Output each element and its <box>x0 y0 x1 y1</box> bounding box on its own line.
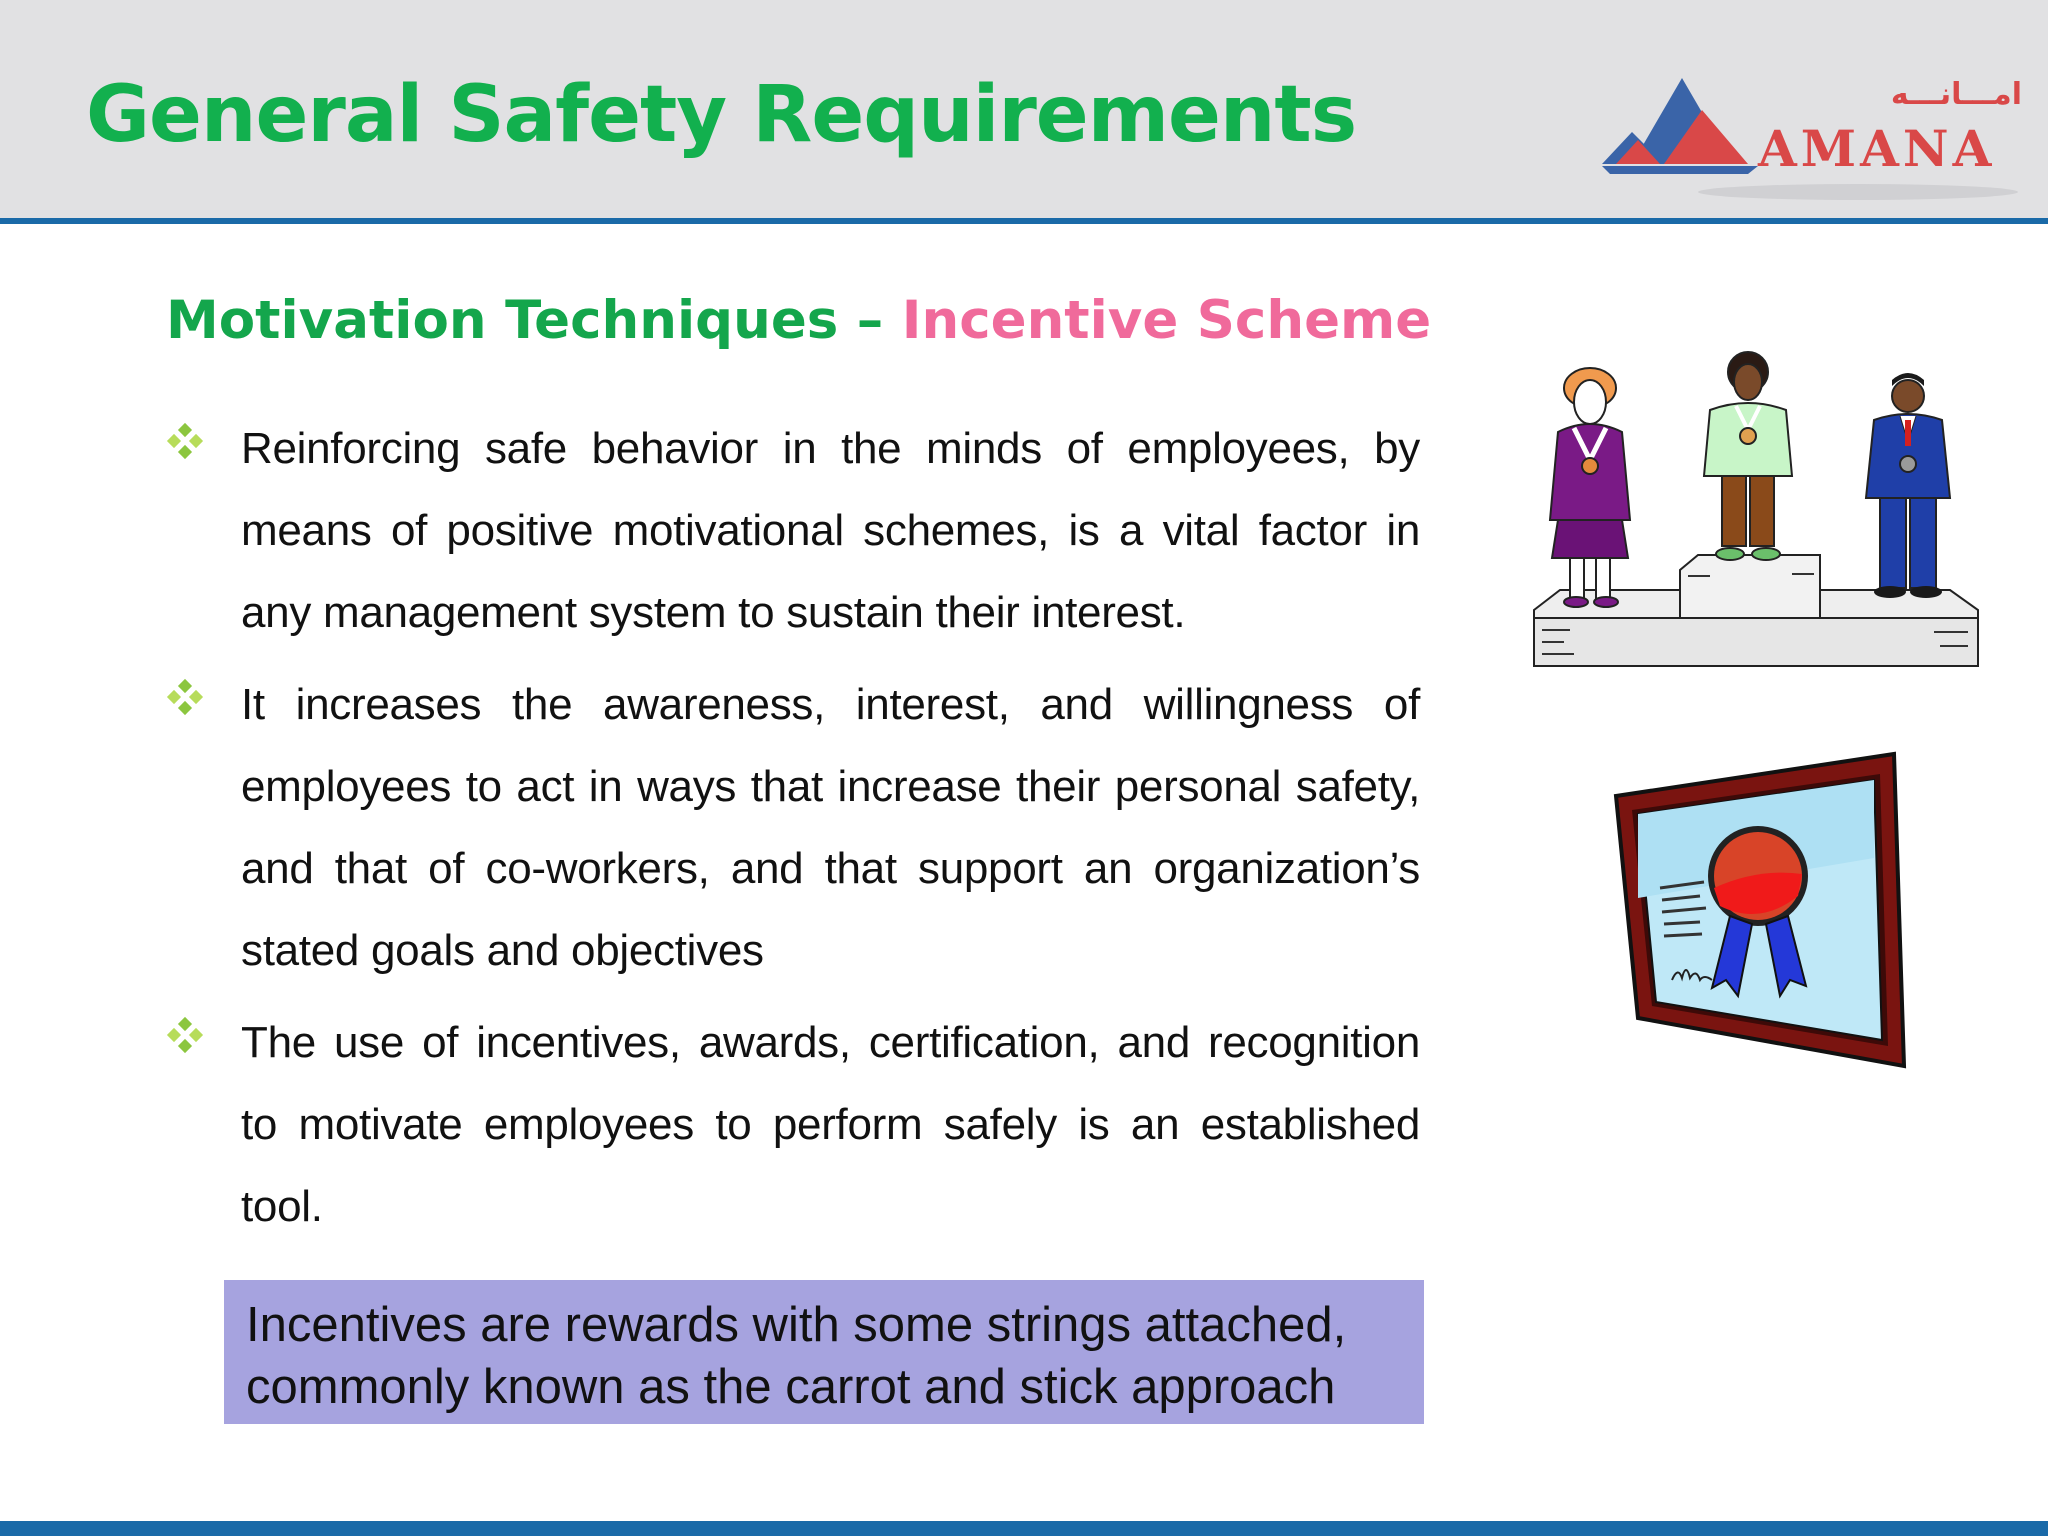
slide-header <box>0 0 2048 224</box>
list-item <box>166 664 1420 992</box>
bullet-list <box>166 408 1420 1258</box>
bullet-text: Reinforcing safe behavior in the minds of employees, by means of positive motivational schemes, is a vital factor in any management system to sustain their interest. <box>241 424 1420 637</box>
section-title-main: Motivation Techniques – <box>166 290 902 351</box>
diamond-bullet-icon <box>166 678 204 716</box>
footer-bar <box>0 1521 2048 1536</box>
amana-logo <box>1598 70 2028 200</box>
section-title-highlight: Incentive Scheme <box>901 290 1432 351</box>
section-title <box>166 290 1432 351</box>
framed-certificate-icon <box>1610 748 1910 1078</box>
list-item <box>166 1002 1420 1248</box>
diamond-bullet-icon <box>166 422 204 460</box>
logo-arabic-text: امـــانـــه <box>1890 77 2022 112</box>
logo-wordmark: AMANA <box>1758 119 1996 178</box>
award-podium-icon <box>1530 350 1980 680</box>
list-item <box>166 408 1420 654</box>
slide-title: General Safety Requirements <box>86 70 1357 160</box>
diamond-bullet-icon <box>166 1016 204 1054</box>
bullet-text: The use of incentives, awards, certification, and recognition to motivate employees to perform safely is an established tool. <box>241 1018 1420 1231</box>
callout-text: Incentives are rewards with some strings attached, commonly known as the carrot and stick approach <box>246 1298 1347 1414</box>
bullet-text: It increases the awareness, interest, and willingness of employees to act in ways that increase their personal safety, and that of co-workers, and that support an organization’s stated goals and objectives <box>241 680 1420 975</box>
callout-box <box>224 1280 1424 1424</box>
